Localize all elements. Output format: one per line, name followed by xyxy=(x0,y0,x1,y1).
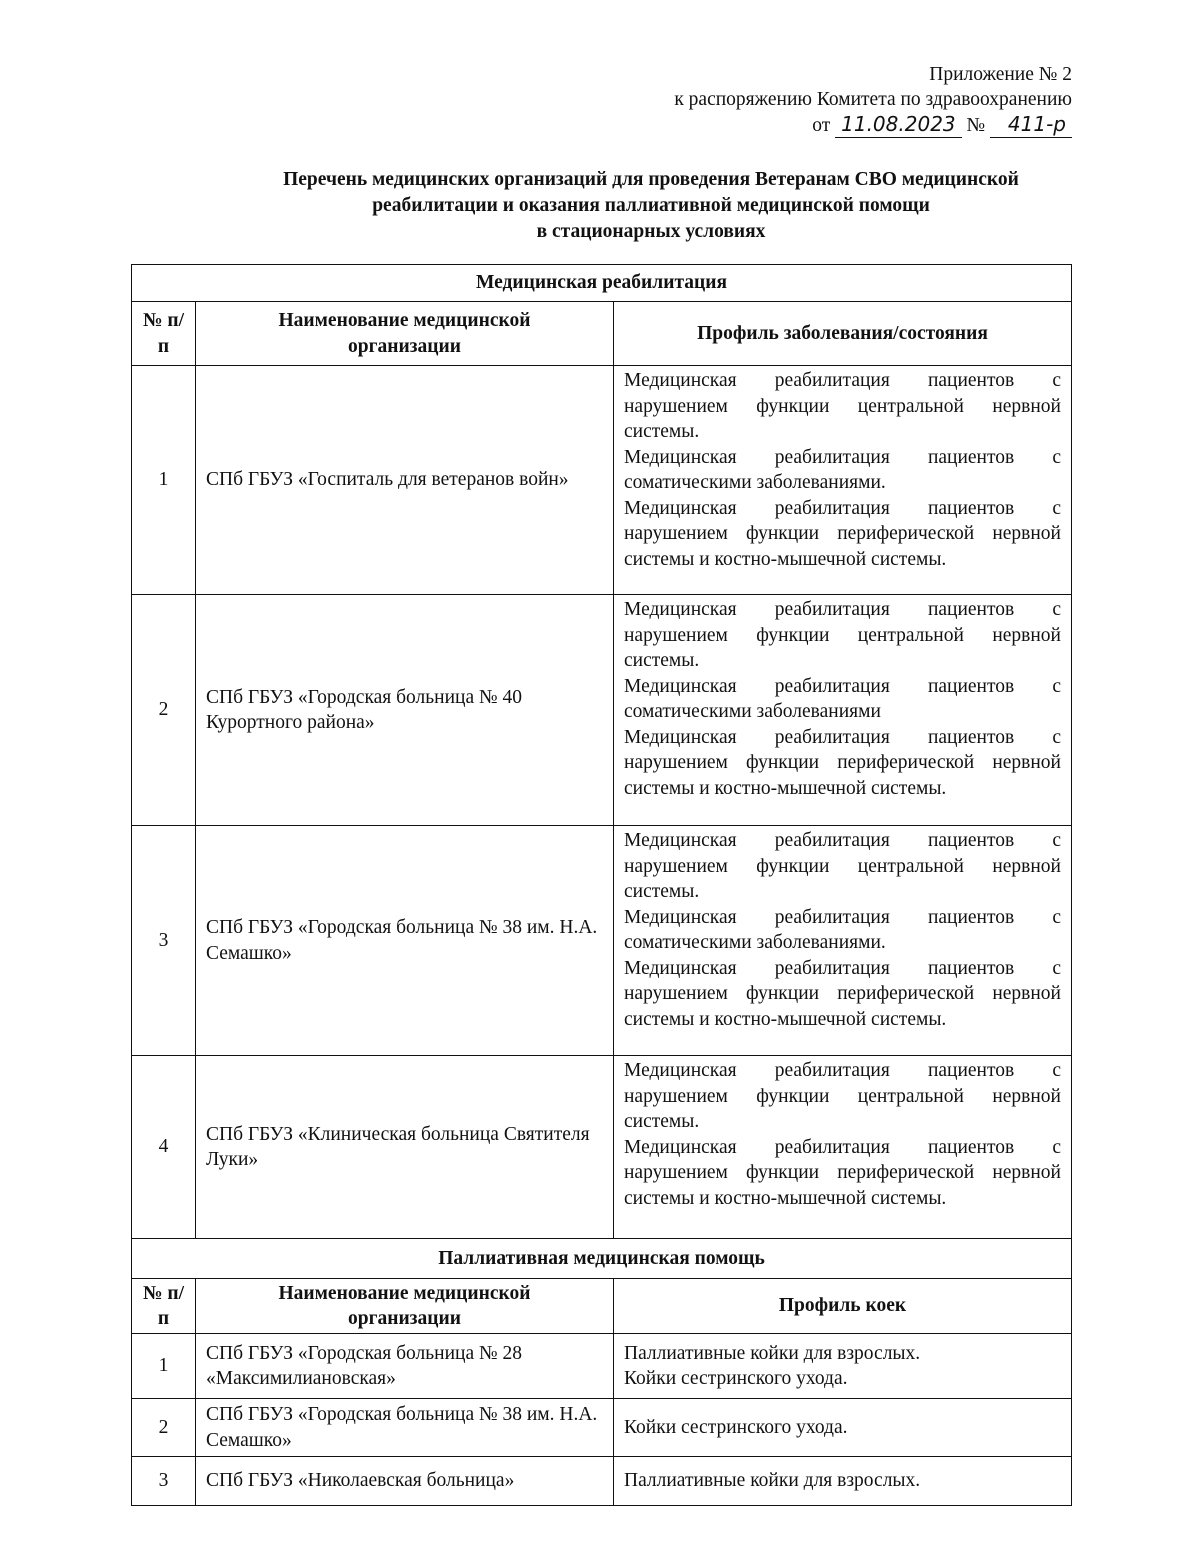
organization-name: СПб ГБУЗ «Госпиталь для ветеранов войн» xyxy=(196,366,614,595)
profile-cell xyxy=(614,595,1072,826)
profile-entry: Медицинская реабилитация пациентов с соматическими заболеваниями. xyxy=(624,906,1061,953)
profile-entry: Паллиативные койки для взрослых. xyxy=(624,1342,921,1364)
profile-entry: Медицинская реабилитация пациентов с соматическими заболеваниями. xyxy=(624,446,1061,493)
profile-entry: Медицинская реабилитация пациентов с соматическими заболеваниями xyxy=(624,675,1061,722)
table-row xyxy=(132,1399,1072,1457)
order-label: к распоряжению Комитета по здравоохранению xyxy=(674,89,1072,110)
row-number: 3 xyxy=(132,826,196,1056)
table-row xyxy=(132,1334,1072,1399)
row-number: 1 xyxy=(132,1334,196,1399)
appendix-label: Приложение № 2 xyxy=(929,64,1072,85)
column-header-number: № п/п xyxy=(132,1279,196,1334)
profile-cell xyxy=(614,1334,1072,1399)
handwritten-date: 11.08.2023 xyxy=(835,112,962,138)
row-number: 2 xyxy=(132,595,196,826)
column-header-number: № п/п xyxy=(132,302,196,366)
organization-name: СПб ГБУЗ «Николаевская больница» xyxy=(196,1457,614,1506)
profile-cell xyxy=(614,826,1072,1056)
profile-cell xyxy=(614,1399,1072,1457)
profile-entry: Медицинская реабилитация пациентов с нарушением функции центральной нервной системы. xyxy=(624,830,1061,902)
profile-cell xyxy=(614,1056,1072,1239)
profile-entry: Медицинская реабилитация пациентов с нарушением функции периферической нервной системы и костно-мышечной системы. xyxy=(624,957,1061,1030)
date-prefix: от xyxy=(812,115,831,136)
profile-entry: Медицинская реабилитация пациентов с нарушением функции центральной нервной системы. xyxy=(624,370,1061,442)
profile-entry: Медицинская реабилитация пациентов с нарушением функции центральной нервной системы. xyxy=(624,1060,1061,1132)
number-prefix: № xyxy=(966,115,986,136)
row-number: 4 xyxy=(132,1056,196,1239)
table-row xyxy=(132,1056,1072,1239)
profile-entry: Паллиативные койки для взрослых. xyxy=(624,1470,921,1492)
handwritten-number: 411-р xyxy=(990,112,1072,138)
organization-name: СПб ГБУЗ «Городская больница № 28 «Максимилиановская» xyxy=(196,1334,614,1399)
section-header: Медицинская реабилитация xyxy=(132,265,1072,302)
title-line: реабилитации и оказания паллиативной медицинской помощи xyxy=(372,195,930,216)
organization-name: СПб ГБУЗ «Клиническая больница Святителя Луки» xyxy=(196,1056,614,1239)
profile-entry: Медицинская реабилитация пациентов с нарушением функции периферической нервной системы и костно-мышечной системы. xyxy=(624,726,1061,799)
table-row xyxy=(132,366,1072,595)
profile-entry: Медицинская реабилитация пациентов с нарушением функции периферической нервной системы и костно-мышечной системы. xyxy=(624,497,1061,570)
row-number: 1 xyxy=(132,366,196,595)
organizations-table xyxy=(131,264,1072,1506)
organization-name: СПб ГБУЗ «Городская больница № 38 им. Н.А. Семашко» xyxy=(196,1399,614,1457)
column-header-profile: Профиль коек xyxy=(614,1279,1072,1334)
profile-entry: Медицинская реабилитация пациентов с нарушением функции центральной нервной системы. xyxy=(624,599,1061,671)
date-number-line xyxy=(674,112,1072,138)
section-header: Паллиативная медицинская помощь xyxy=(132,1239,1072,1279)
organization-name: СПб ГБУЗ «Городская больница № 40 Курортного района» xyxy=(196,595,614,826)
table-row xyxy=(132,595,1072,826)
appendix-header xyxy=(674,62,1072,138)
column-header-profile: Профиль заболевания/состояния xyxy=(614,302,1072,366)
column-header-organization: Наименование медицинской организации xyxy=(196,302,614,366)
table-row xyxy=(132,1457,1072,1506)
row-number: 2 xyxy=(132,1399,196,1457)
table-row xyxy=(132,826,1072,1056)
title-line: в стационарных условиях xyxy=(536,221,766,242)
profile-entry: Медицинская реабилитация пациентов с нарушением функции периферической нервной системы и костно-мышечной системы. xyxy=(624,1136,1061,1209)
profile-cell xyxy=(614,366,1072,595)
document-title xyxy=(131,167,1171,245)
profile-entry: Койки сестринского ухода. xyxy=(624,1416,848,1438)
title-line: Перечень медицинских организаций для проведения Ветеранам СВО медицинской xyxy=(283,169,1019,190)
column-header-organization: Наименование медицинской организации xyxy=(196,1279,614,1334)
profile-cell xyxy=(614,1457,1072,1506)
row-number: 3 xyxy=(132,1457,196,1506)
organization-name: СПб ГБУЗ «Городская больница № 38 им. Н.А. Семашко» xyxy=(196,826,614,1056)
column-headers xyxy=(132,302,1072,366)
column-headers xyxy=(132,1279,1072,1334)
profile-entry: Койки сестринского ухода. xyxy=(624,1368,848,1389)
